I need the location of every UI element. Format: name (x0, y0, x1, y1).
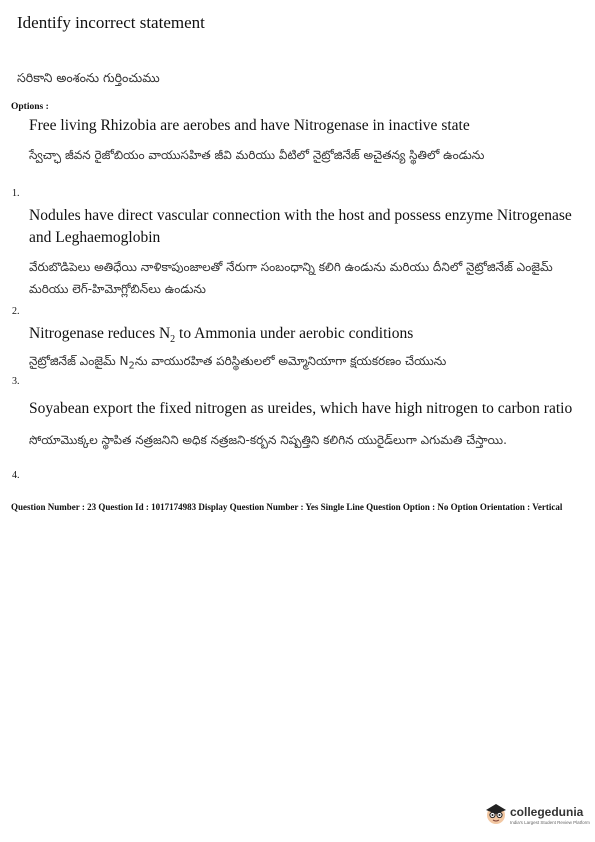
option-3-number: 3. (12, 376, 20, 387)
option-2-text: Nodules have direct vascular connection with the host and possess enzyme Nitrogenase and Leghaemoglobin (29, 207, 572, 246)
logo-tagline: India's Largest Student Review Platform (510, 820, 590, 825)
question-title-telugu: సరికాని అంశంను గుర్తించుము (17, 70, 160, 85)
student-mascot-icon (483, 800, 509, 826)
option-1-number: 1. (12, 188, 20, 199)
collegedunia-logo (483, 798, 589, 836)
option-4-telugu: సోయామొక్కల స్థాపిత నత్రజనిని అధిక నత్రజని-కర్బన నిష్పత్తిని కలిగిన యురైడ్‌లుగా ఎగుమతి చేస్తాయి. (29, 433, 507, 447)
option-1-text: Free living Rhizobia are aerobes and have Nitrogenase in inactive state (29, 117, 470, 134)
option-4-number: 4. (12, 470, 20, 481)
option-3-text: Nitrogenase reduces $N_2$ to Ammonia under aerobic conditions (29, 325, 414, 346)
option-2-telugu: వేరుబొడిపెలు అతిధేయి నాళికాపుంజాలతో నేరుగా సంబంధాన్ని కలిగి ఉండును మరియు దీనిలో నైట్రోజినేజ్ ఎంజైమ్ మరియు లెగ్-హిమోగ్లోబిన్‌లు ఉండును (29, 260, 553, 296)
option-4-text: Soyabean export the fixed nitrogen as ureides, which have high nitrogen to carbon ratio (29, 400, 573, 417)
logo-name: collegedunia (510, 805, 584, 819)
option-2-number: 2. (12, 306, 20, 317)
question-metadata: Question Number : 23 Question Id : 1017174983 Display Question Number : Yes Single Line Question Option : No Option Orientation : Vertical (11, 502, 563, 512)
option-3-telugu: నైట్రోజినేజ్ ఎంజైమ్ $N_2ను$ వాయురహిత పరిస్థితులలో అమ్మోనియాగా క్షయకరణం చేయును (29, 354, 447, 372)
question-title: Identify incorrect statement (17, 13, 205, 32)
options-label: Options : (11, 102, 49, 112)
option-1-telugu: స్వేచ్ఛా జీవన రైజోబియం వాయుసహిత జీవి మరియు వీటిలో నైట్రోజినేజ్ అచైతన్య స్థితిలో ఉండును (29, 148, 485, 162)
